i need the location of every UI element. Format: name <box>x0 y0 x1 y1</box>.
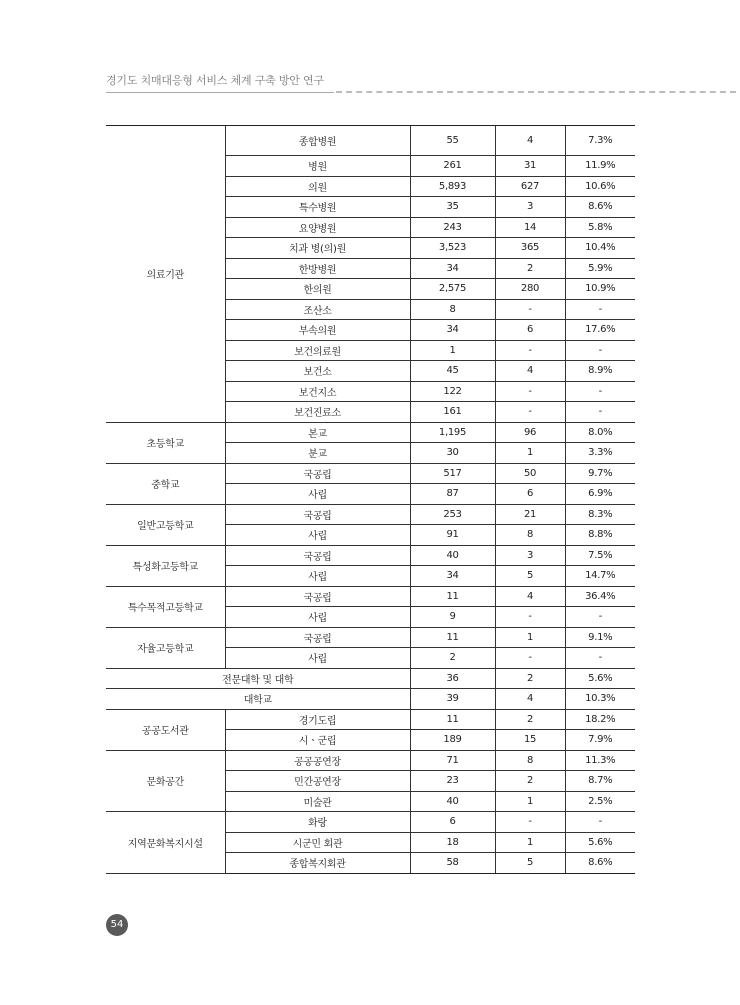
category-cell: 일반고등학교 <box>106 504 225 545</box>
category-cell: 대학교 <box>106 689 410 710</box>
percent-cell: - <box>565 381 635 402</box>
count-cell: 5 <box>495 566 565 587</box>
total-cell: 34 <box>410 566 495 587</box>
total-cell: 11 <box>410 627 495 648</box>
subcategory-cell: 한방병원 <box>225 258 410 279</box>
count-cell: - <box>495 402 565 423</box>
subcategory-cell: 국공립 <box>225 545 410 566</box>
count-cell: 2 <box>495 709 565 730</box>
subcategory-cell: 국공립 <box>225 586 410 607</box>
subcategory-cell: 사립 <box>225 566 410 587</box>
subcategory-cell: 치과 병(의)원 <box>225 238 410 259</box>
subcategory-cell: 본교 <box>225 422 410 443</box>
total-cell: 58 <box>410 853 495 874</box>
count-cell: 1 <box>495 443 565 464</box>
percent-cell: - <box>565 402 635 423</box>
total-cell: 40 <box>410 545 495 566</box>
subcategory-cell: 시군민 회관 <box>225 832 410 853</box>
total-cell: 36 <box>410 668 495 689</box>
count-cell: - <box>495 607 565 628</box>
category-cell: 중학교 <box>106 463 225 504</box>
count-cell: - <box>495 381 565 402</box>
total-cell: 55 <box>410 126 495 156</box>
percent-cell: 7.9% <box>565 730 635 751</box>
table-row <box>106 750 635 771</box>
subcategory-cell: 보건진료소 <box>225 402 410 423</box>
subcategory-cell: 보건소 <box>225 361 410 382</box>
total-cell: 3,523 <box>410 238 495 259</box>
total-cell: 71 <box>410 750 495 771</box>
table-row <box>106 812 635 833</box>
count-cell: 6 <box>495 484 565 505</box>
count-cell: - <box>495 340 565 361</box>
page-number: 54 <box>106 914 128 936</box>
total-cell: 253 <box>410 504 495 525</box>
category-cell: 공공도서관 <box>106 709 225 750</box>
count-cell: 8 <box>495 750 565 771</box>
percent-cell: 10.3% <box>565 689 635 710</box>
count-cell: 3 <box>495 197 565 218</box>
category-cell: 초등학교 <box>106 422 225 463</box>
table-row <box>106 126 635 156</box>
percent-cell: 17.6% <box>565 320 635 341</box>
subcategory-cell: 민간공연장 <box>225 771 410 792</box>
facility-table <box>106 125 635 874</box>
subcategory-cell: 특수병원 <box>225 197 410 218</box>
percent-cell: 8.7% <box>565 771 635 792</box>
percent-cell: 5.6% <box>565 668 635 689</box>
table-row <box>106 422 635 443</box>
total-cell: 5,893 <box>410 176 495 197</box>
category-cell: 자율고등학교 <box>106 627 225 668</box>
percent-cell: - <box>565 340 635 361</box>
total-cell: 122 <box>410 381 495 402</box>
percent-cell: 8.6% <box>565 853 635 874</box>
subcategory-cell: 사립 <box>225 484 410 505</box>
subcategory-cell: 종합병원 <box>225 126 410 156</box>
facility-table-body <box>106 126 635 874</box>
total-cell: 35 <box>410 197 495 218</box>
count-cell: 96 <box>495 422 565 443</box>
subcategory-cell: 조산소 <box>225 299 410 320</box>
percent-cell: 11.9% <box>565 156 635 177</box>
total-cell: 1 <box>410 340 495 361</box>
table-row <box>106 463 635 484</box>
subcategory-cell: 병원 <box>225 156 410 177</box>
count-cell: 8 <box>495 525 565 546</box>
subcategory-cell: 시ㆍ군립 <box>225 730 410 751</box>
percent-cell: 14.7% <box>565 566 635 587</box>
count-cell: 15 <box>495 730 565 751</box>
percent-cell: 8.6% <box>565 197 635 218</box>
percent-cell: 7.3% <box>565 126 635 156</box>
count-cell: 50 <box>495 463 565 484</box>
total-cell: 2,575 <box>410 279 495 300</box>
count-cell: - <box>495 812 565 833</box>
percent-cell: 8.0% <box>565 422 635 443</box>
total-cell: 6 <box>410 812 495 833</box>
total-cell: 34 <box>410 320 495 341</box>
percent-cell: 5.8% <box>565 217 635 238</box>
table-row <box>106 586 635 607</box>
header-dashed-rule <box>336 91 736 93</box>
total-cell: 23 <box>410 771 495 792</box>
subcategory-cell: 국공립 <box>225 504 410 525</box>
total-cell: 8 <box>410 299 495 320</box>
percent-cell: 11.3% <box>565 750 635 771</box>
count-cell: 14 <box>495 217 565 238</box>
count-cell: - <box>495 299 565 320</box>
subcategory-cell: 화랑 <box>225 812 410 833</box>
percent-cell: 5.6% <box>565 832 635 853</box>
header-rule <box>106 92 334 93</box>
percent-cell: 9.7% <box>565 463 635 484</box>
count-cell: 1 <box>495 832 565 853</box>
count-cell: 2 <box>495 771 565 792</box>
total-cell: 189 <box>410 730 495 751</box>
percent-cell: - <box>565 299 635 320</box>
total-cell: 18 <box>410 832 495 853</box>
subcategory-cell: 의원 <box>225 176 410 197</box>
percent-cell: 10.6% <box>565 176 635 197</box>
table-row <box>106 668 635 689</box>
total-cell: 39 <box>410 689 495 710</box>
table-row <box>106 504 635 525</box>
percent-cell: - <box>565 607 635 628</box>
count-cell: 365 <box>495 238 565 259</box>
subcategory-cell: 한의원 <box>225 279 410 300</box>
percent-cell: - <box>565 812 635 833</box>
subcategory-cell: 분교 <box>225 443 410 464</box>
percent-cell: 8.3% <box>565 504 635 525</box>
total-cell: 161 <box>410 402 495 423</box>
total-cell: 87 <box>410 484 495 505</box>
category-cell: 특수목적고등학교 <box>106 586 225 627</box>
subcategory-cell: 종합복지회관 <box>225 853 410 874</box>
category-cell: 전문대학 및 대학 <box>106 668 410 689</box>
subcategory-cell: 경기도립 <box>225 709 410 730</box>
percent-cell: 8.9% <box>565 361 635 382</box>
percent-cell: - <box>565 648 635 669</box>
count-cell: 3 <box>495 545 565 566</box>
percent-cell: 3.3% <box>565 443 635 464</box>
percent-cell: 2.5% <box>565 791 635 812</box>
total-cell: 91 <box>410 525 495 546</box>
subcategory-cell: 국공립 <box>225 463 410 484</box>
percent-cell: 10.9% <box>565 279 635 300</box>
count-cell: 4 <box>495 689 565 710</box>
total-cell: 9 <box>410 607 495 628</box>
subcategory-cell: 공공공연장 <box>225 750 410 771</box>
table-row <box>106 545 635 566</box>
subcategory-cell: 부속의원 <box>225 320 410 341</box>
count-cell: 4 <box>495 586 565 607</box>
total-cell: 40 <box>410 791 495 812</box>
subcategory-cell: 미술관 <box>225 791 410 812</box>
count-cell: 21 <box>495 504 565 525</box>
count-cell: 5 <box>495 853 565 874</box>
category-cell: 문화공간 <box>106 750 225 812</box>
percent-cell: 8.8% <box>565 525 635 546</box>
subcategory-cell: 사립 <box>225 607 410 628</box>
category-cell: 특성화고등학교 <box>106 545 225 586</box>
percent-cell: 6.9% <box>565 484 635 505</box>
count-cell: 280 <box>495 279 565 300</box>
total-cell: 30 <box>410 443 495 464</box>
count-cell: - <box>495 648 565 669</box>
count-cell: 6 <box>495 320 565 341</box>
table-row <box>106 689 635 710</box>
percent-cell: 18.2% <box>565 709 635 730</box>
total-cell: 2 <box>410 648 495 669</box>
percent-cell: 9.1% <box>565 627 635 648</box>
percent-cell: 5.9% <box>565 258 635 279</box>
subcategory-cell: 국공립 <box>225 627 410 648</box>
count-cell: 31 <box>495 156 565 177</box>
percent-cell: 7.5% <box>565 545 635 566</box>
category-cell: 지역문화복지시설 <box>106 812 225 874</box>
total-cell: 261 <box>410 156 495 177</box>
total-cell: 243 <box>410 217 495 238</box>
count-cell: 1 <box>495 627 565 648</box>
total-cell: 34 <box>410 258 495 279</box>
table-row <box>106 709 635 730</box>
count-cell: 1 <box>495 791 565 812</box>
table-row <box>106 627 635 648</box>
total-cell: 11 <box>410 586 495 607</box>
subcategory-cell: 보건지소 <box>225 381 410 402</box>
count-cell: 627 <box>495 176 565 197</box>
percent-cell: 36.4% <box>565 586 635 607</box>
total-cell: 11 <box>410 709 495 730</box>
count-cell: 4 <box>495 126 565 156</box>
count-cell: 2 <box>495 668 565 689</box>
total-cell: 517 <box>410 463 495 484</box>
subcategory-cell: 사립 <box>225 525 410 546</box>
subcategory-cell: 사립 <box>225 648 410 669</box>
percent-cell: 10.4% <box>565 238 635 259</box>
total-cell: 1,195 <box>410 422 495 443</box>
category-cell: 의료기관 <box>106 126 225 423</box>
count-cell: 2 <box>495 258 565 279</box>
total-cell: 45 <box>410 361 495 382</box>
subcategory-cell: 요양병원 <box>225 217 410 238</box>
subcategory-cell: 보건의료원 <box>225 340 410 361</box>
count-cell: 4 <box>495 361 565 382</box>
running-header: 경기도 치매대응형 서비스 체계 구축 방안 연구 <box>106 74 324 87</box>
